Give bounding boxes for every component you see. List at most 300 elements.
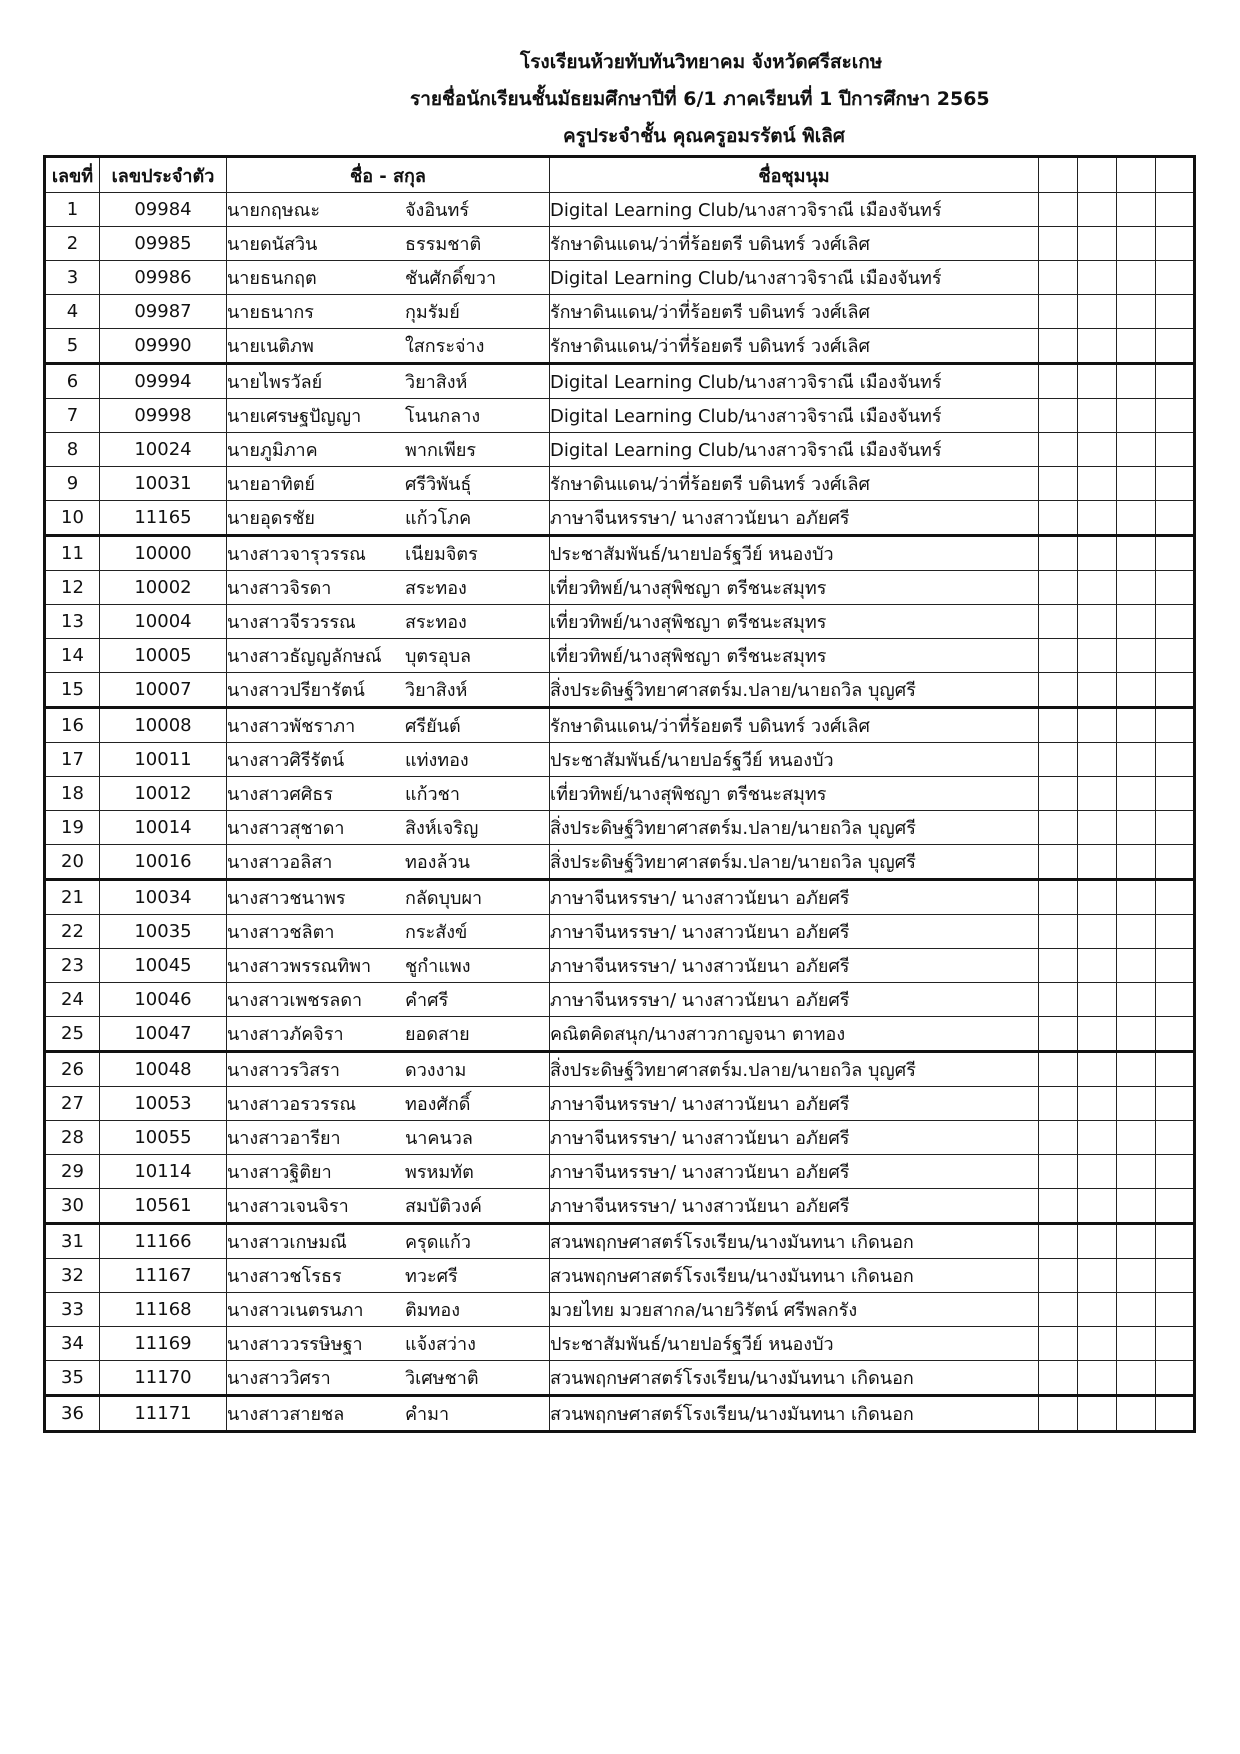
homeroom-teacher-line: ครูประจำชั้น คุณครูอมรรัตน์ พิเลิศ bbox=[563, 125, 845, 147]
table-row bbox=[45, 295, 1195, 329]
last-name: คำศรี bbox=[405, 990, 449, 1011]
row-number: 27 bbox=[45, 1087, 100, 1121]
club-name: มวยไทย มวยสากล/นายวิรัตน์ ศรีพลกรัง bbox=[550, 1293, 1039, 1327]
student-id: 09998 bbox=[100, 399, 227, 433]
last-name: นาคนวล bbox=[405, 1128, 473, 1149]
last-name: ใสกระจ่าง bbox=[405, 336, 485, 357]
student-id: 09986 bbox=[100, 261, 227, 295]
table-row bbox=[45, 673, 1195, 708]
first-name: นางสาวธัญญลักษณ์ bbox=[227, 646, 382, 667]
row-number: 19 bbox=[45, 811, 100, 845]
blank-cell bbox=[1078, 1327, 1117, 1361]
club-name: สิ่งประดิษฐ์วิทยาศาสตร์ม.ปลาย/นายถวิล บุญศรี bbox=[550, 673, 1039, 708]
club-name: รักษาดินแดน/ว่าที่ร้อยตรี บดินทร์ วงศ์เลิศ bbox=[550, 708, 1039, 743]
row-number: 6 bbox=[45, 364, 100, 399]
blank-cell bbox=[1039, 1189, 1078, 1224]
first-name: นางสาวจีรวรรณ bbox=[227, 612, 356, 633]
blank-cell bbox=[1156, 949, 1195, 983]
first-name: นางสาวเจนจิรา bbox=[227, 1196, 349, 1217]
blank-cell bbox=[1078, 467, 1117, 501]
blank-cell bbox=[1078, 845, 1117, 880]
blank-cell bbox=[1156, 193, 1195, 227]
column-header-no: เลขที่ bbox=[45, 157, 100, 193]
student-id: 09994 bbox=[100, 364, 227, 399]
last-name: สิงห์เจริญ bbox=[405, 818, 479, 839]
last-name: ทองศักดิ์ bbox=[405, 1094, 471, 1115]
club-name: เที่ยวทิพย์/นางสุพิชญา ตรีชนะสมุทร bbox=[550, 777, 1039, 811]
student-name bbox=[227, 1327, 550, 1361]
student-id: 10002 bbox=[100, 571, 227, 605]
table-row bbox=[45, 501, 1195, 536]
first-name: นางสาววิศรา bbox=[227, 1368, 331, 1389]
club-name: เที่ยวทิพย์/นางสุพิชญา ตรีชนะสมุทร bbox=[550, 571, 1039, 605]
blank-cell bbox=[1117, 1396, 1156, 1432]
row-number: 29 bbox=[45, 1155, 100, 1189]
table-row bbox=[45, 708, 1195, 743]
blank-cell bbox=[1117, 1259, 1156, 1293]
student-id: 10031 bbox=[100, 467, 227, 501]
blank-cell bbox=[1117, 571, 1156, 605]
table-row bbox=[45, 1396, 1195, 1432]
row-number: 16 bbox=[45, 708, 100, 743]
student-name bbox=[227, 1293, 550, 1327]
blank-cell bbox=[1156, 811, 1195, 845]
student-name bbox=[227, 1017, 550, 1052]
table-row bbox=[45, 193, 1195, 227]
blank-cell bbox=[1117, 295, 1156, 329]
table-row bbox=[45, 811, 1195, 845]
student-name bbox=[227, 915, 550, 949]
blank-cell bbox=[1078, 295, 1117, 329]
last-name: คำมา bbox=[405, 1404, 450, 1425]
student-name bbox=[227, 845, 550, 880]
blank-cell bbox=[1039, 605, 1078, 639]
blank-cell bbox=[1039, 433, 1078, 467]
blank-cell bbox=[1117, 845, 1156, 880]
first-name: นางสาวพัชราภา bbox=[227, 716, 356, 737]
student-name bbox=[227, 777, 550, 811]
table-header-row bbox=[45, 157, 1195, 193]
blank-cell bbox=[1039, 467, 1078, 501]
club-name: ภาษาจีนหรรษา/ นางสาวนัยนา อภัยศรี bbox=[550, 1155, 1039, 1189]
row-number: 2 bbox=[45, 227, 100, 261]
blank-cell bbox=[1156, 329, 1195, 364]
last-name: ติมทอง bbox=[405, 1300, 461, 1321]
blank-cell bbox=[1156, 1155, 1195, 1189]
blank-cell bbox=[1039, 501, 1078, 536]
table-row bbox=[45, 1087, 1195, 1121]
column-header-blank bbox=[1156, 157, 1195, 193]
first-name: นายกฤษณะ bbox=[227, 200, 320, 221]
blank-cell bbox=[1156, 1224, 1195, 1259]
blank-cell bbox=[1117, 329, 1156, 364]
blank-cell bbox=[1117, 811, 1156, 845]
row-number: 24 bbox=[45, 983, 100, 1017]
row-number: 35 bbox=[45, 1361, 100, 1396]
student-id: 10047 bbox=[100, 1017, 227, 1052]
last-name: แก้วชา bbox=[405, 784, 460, 805]
row-number: 1 bbox=[45, 193, 100, 227]
club-name: Digital Learning Club/นางสาวจิราณี เมืองจันทร์ bbox=[550, 399, 1039, 433]
club-name: สิ่งประดิษฐ์วิทยาศาสตร์ม.ปลาย/นายถวิล บุญศรี bbox=[550, 811, 1039, 845]
student-id: 11171 bbox=[100, 1396, 227, 1432]
row-number: 22 bbox=[45, 915, 100, 949]
last-name: โนนกลาง bbox=[405, 406, 481, 427]
student-roster-table bbox=[43, 155, 1196, 1433]
blank-cell bbox=[1117, 364, 1156, 399]
student-name bbox=[227, 467, 550, 501]
blank-cell bbox=[1039, 983, 1078, 1017]
blank-cell bbox=[1078, 777, 1117, 811]
blank-cell bbox=[1078, 1087, 1117, 1121]
column-header-blank bbox=[1078, 157, 1117, 193]
first-name: นางสาวสุชาดา bbox=[227, 818, 345, 839]
row-number: 23 bbox=[45, 949, 100, 983]
club-name: สวนพฤกษศาสตร์โรงเรียน/นางมันทนา เกิดนอก bbox=[550, 1361, 1039, 1396]
last-name: แก้วโภค bbox=[405, 508, 472, 529]
student-name bbox=[227, 193, 550, 227]
club-name: Digital Learning Club/นางสาวจิราณี เมืองจันทร์ bbox=[550, 433, 1039, 467]
blank-cell bbox=[1117, 983, 1156, 1017]
first-name: นายธนกฤต bbox=[227, 268, 317, 289]
row-number: 17 bbox=[45, 743, 100, 777]
blank-cell bbox=[1156, 1017, 1195, 1052]
blank-cell bbox=[1039, 1327, 1078, 1361]
student-name bbox=[227, 399, 550, 433]
blank-cell bbox=[1117, 708, 1156, 743]
first-name: นายอุดรชัย bbox=[227, 508, 315, 529]
blank-cell bbox=[1156, 1361, 1195, 1396]
student-name bbox=[227, 605, 550, 639]
first-name: นางสาววรรษิษฐา bbox=[227, 1334, 363, 1355]
blank-cell bbox=[1117, 1293, 1156, 1327]
blank-cell bbox=[1156, 1189, 1195, 1224]
student-id: 10053 bbox=[100, 1087, 227, 1121]
club-name: เที่ยวทิพย์/นางสุพิชญา ตรีชนะสมุทร bbox=[550, 639, 1039, 673]
club-name: Digital Learning Club/นางสาวจิราณี เมืองจันทร์ bbox=[550, 261, 1039, 295]
student-name bbox=[227, 433, 550, 467]
student-id: 10014 bbox=[100, 811, 227, 845]
row-number: 32 bbox=[45, 1259, 100, 1293]
student-id: 10011 bbox=[100, 743, 227, 777]
blank-cell bbox=[1078, 433, 1117, 467]
blank-cell bbox=[1156, 743, 1195, 777]
blank-cell bbox=[1039, 1087, 1078, 1121]
blank-cell bbox=[1156, 1293, 1195, 1327]
blank-cell bbox=[1039, 673, 1078, 708]
blank-cell bbox=[1117, 605, 1156, 639]
blank-cell bbox=[1117, 915, 1156, 949]
last-name: ดวงงาม bbox=[405, 1060, 467, 1081]
student-id: 11167 bbox=[100, 1259, 227, 1293]
student-name bbox=[227, 501, 550, 536]
club-name: รักษาดินแดน/ว่าที่ร้อยตรี บดินทร์ วงศ์เลิศ bbox=[550, 227, 1039, 261]
row-number: 21 bbox=[45, 880, 100, 915]
first-name: นางสาวภัคจิรา bbox=[227, 1024, 344, 1045]
last-name: สระทอง bbox=[405, 578, 467, 599]
table-row bbox=[45, 743, 1195, 777]
blank-cell bbox=[1156, 467, 1195, 501]
blank-cell bbox=[1039, 261, 1078, 295]
blank-cell bbox=[1156, 1087, 1195, 1121]
student-name bbox=[227, 295, 550, 329]
table-row bbox=[45, 536, 1195, 571]
blank-cell bbox=[1156, 1121, 1195, 1155]
club-name: ภาษาจีนหรรษา/ นางสาวนัยนา อภัยศรี bbox=[550, 880, 1039, 915]
blank-cell bbox=[1117, 1087, 1156, 1121]
blank-cell bbox=[1039, 193, 1078, 227]
student-id: 10046 bbox=[100, 983, 227, 1017]
table-row bbox=[45, 1293, 1195, 1327]
row-number: 33 bbox=[45, 1293, 100, 1327]
blank-cell bbox=[1039, 639, 1078, 673]
first-name: นางสาวศศิธร bbox=[227, 784, 333, 805]
blank-cell bbox=[1039, 364, 1078, 399]
blank-cell bbox=[1039, 295, 1078, 329]
student-id: 10045 bbox=[100, 949, 227, 983]
table-row bbox=[45, 1259, 1195, 1293]
club-name: ประชาสัมพันธ์/นายปอร์ฐวีย์ หนองบัว bbox=[550, 743, 1039, 777]
table-row bbox=[45, 1327, 1195, 1361]
student-name bbox=[227, 1189, 550, 1224]
row-number: 14 bbox=[45, 639, 100, 673]
first-name: นางสาวเนตรนภา bbox=[227, 1300, 364, 1321]
blank-cell bbox=[1117, 1327, 1156, 1361]
blank-cell bbox=[1039, 915, 1078, 949]
table-row bbox=[45, 639, 1195, 673]
blank-cell bbox=[1078, 605, 1117, 639]
column-header-name: ชื่อ - สกุล bbox=[227, 157, 550, 193]
blank-cell bbox=[1078, 1052, 1117, 1087]
student-name bbox=[227, 983, 550, 1017]
student-name bbox=[227, 571, 550, 605]
last-name: เนียมจิตร bbox=[405, 544, 478, 565]
student-id: 10034 bbox=[100, 880, 227, 915]
table-row bbox=[45, 467, 1195, 501]
table-row bbox=[45, 1017, 1195, 1052]
blank-cell bbox=[1117, 880, 1156, 915]
blank-cell bbox=[1156, 1052, 1195, 1087]
blank-cell bbox=[1156, 1396, 1195, 1432]
blank-cell bbox=[1078, 880, 1117, 915]
first-name: นายภูมิภาค bbox=[227, 440, 318, 461]
row-number: 3 bbox=[45, 261, 100, 295]
student-name bbox=[227, 1361, 550, 1396]
row-number: 31 bbox=[45, 1224, 100, 1259]
student-name bbox=[227, 1121, 550, 1155]
blank-cell bbox=[1117, 536, 1156, 571]
table-row bbox=[45, 949, 1195, 983]
blank-cell bbox=[1117, 227, 1156, 261]
blank-cell bbox=[1078, 1121, 1117, 1155]
blank-cell bbox=[1078, 673, 1117, 708]
blank-cell bbox=[1117, 399, 1156, 433]
blank-cell bbox=[1078, 639, 1117, 673]
club-name: ประชาสัมพันธ์/นายปอร์ฐวีย์ หนองบัว bbox=[550, 536, 1039, 571]
blank-cell bbox=[1078, 536, 1117, 571]
first-name: นางสาวเพชรลดา bbox=[227, 990, 363, 1011]
blank-cell bbox=[1117, 639, 1156, 673]
first-name: นางสาวจารุวรรณ bbox=[227, 544, 366, 565]
club-name: Digital Learning Club/นางสาวจิราณี เมืองจันทร์ bbox=[550, 193, 1039, 227]
blank-cell bbox=[1078, 1155, 1117, 1189]
table-row bbox=[45, 605, 1195, 639]
club-name: รักษาดินแดน/ว่าที่ร้อยตรี บดินทร์ วงศ์เลิศ bbox=[550, 467, 1039, 501]
blank-cell bbox=[1156, 501, 1195, 536]
blank-cell bbox=[1078, 1259, 1117, 1293]
student-id: 10008 bbox=[100, 708, 227, 743]
blank-cell bbox=[1078, 501, 1117, 536]
column-header-club: ชื่อชุมนุม bbox=[550, 157, 1039, 193]
last-name: วิยาสิงห์ bbox=[405, 372, 468, 393]
student-id: 10007 bbox=[100, 673, 227, 708]
student-name bbox=[227, 880, 550, 915]
blank-cell bbox=[1039, 1224, 1078, 1259]
row-number: 9 bbox=[45, 467, 100, 501]
blank-cell bbox=[1039, 1361, 1078, 1396]
row-number: 36 bbox=[45, 1396, 100, 1432]
student-name bbox=[227, 1224, 550, 1259]
blank-cell bbox=[1117, 1361, 1156, 1396]
table-row bbox=[45, 880, 1195, 915]
student-name bbox=[227, 227, 550, 261]
blank-cell bbox=[1117, 501, 1156, 536]
row-number: 11 bbox=[45, 536, 100, 571]
last-name: ธรรมชาติ bbox=[405, 234, 482, 255]
blank-cell bbox=[1078, 1017, 1117, 1052]
blank-cell bbox=[1039, 1017, 1078, 1052]
blank-cell bbox=[1039, 536, 1078, 571]
blank-cell bbox=[1078, 1396, 1117, 1432]
blank-cell bbox=[1078, 364, 1117, 399]
blank-cell bbox=[1078, 1361, 1117, 1396]
first-name: นางสาวอรวรรณ bbox=[227, 1094, 357, 1115]
class-roster-title: รายชื่อนักเรียนชั้นมัธยมศึกษาปีที่ 6/1 ภาคเรียนที่ 1 ปีการศึกษา 2565 bbox=[410, 88, 990, 110]
row-number: 25 bbox=[45, 1017, 100, 1052]
row-number: 20 bbox=[45, 845, 100, 880]
table-row bbox=[45, 433, 1195, 467]
blank-cell bbox=[1078, 193, 1117, 227]
blank-cell bbox=[1078, 227, 1117, 261]
last-name: ครุดแก้ว bbox=[405, 1232, 472, 1253]
student-name bbox=[227, 536, 550, 571]
student-id: 10055 bbox=[100, 1121, 227, 1155]
blank-cell bbox=[1117, 261, 1156, 295]
row-number: 12 bbox=[45, 571, 100, 605]
last-name: สระทอง bbox=[405, 612, 467, 633]
last-name: สมบัติวงค์ bbox=[405, 1196, 482, 1217]
club-name: สวนพฤกษศาสตร์โรงเรียน/นางมันทนา เกิดนอก bbox=[550, 1396, 1039, 1432]
blank-cell bbox=[1039, 1121, 1078, 1155]
blank-cell bbox=[1039, 743, 1078, 777]
blank-cell bbox=[1156, 639, 1195, 673]
row-number: 13 bbox=[45, 605, 100, 639]
club-name: เที่ยวทิพย์/นางสุพิชญา ตรีชนะสมุทร bbox=[550, 605, 1039, 639]
blank-cell bbox=[1156, 536, 1195, 571]
table-row bbox=[45, 261, 1195, 295]
last-name: กุมรัมย์ bbox=[405, 302, 460, 323]
table-row bbox=[45, 1224, 1195, 1259]
last-name: จังอินทร์ bbox=[405, 200, 469, 221]
student-id: 10000 bbox=[100, 536, 227, 571]
student-id: 10114 bbox=[100, 1155, 227, 1189]
first-name: นายธนากร bbox=[227, 302, 314, 323]
table-body bbox=[45, 193, 1195, 1432]
first-name: นางสาวชลิตา bbox=[227, 922, 335, 943]
table-row bbox=[45, 1052, 1195, 1087]
last-name: ศรีวิพันธุ์ bbox=[405, 474, 472, 495]
blank-cell bbox=[1039, 777, 1078, 811]
last-name: ทวะศรี bbox=[405, 1266, 458, 1287]
student-name bbox=[227, 1052, 550, 1087]
club-name: ภาษาจีนหรรษา/ นางสาวนัยนา อภัยศรี bbox=[550, 949, 1039, 983]
club-name: ภาษาจีนหรรษา/ นางสาวนัยนา อภัยศรี bbox=[550, 915, 1039, 949]
blank-cell bbox=[1117, 777, 1156, 811]
column-header-blank bbox=[1117, 157, 1156, 193]
student-name bbox=[227, 364, 550, 399]
blank-cell bbox=[1117, 949, 1156, 983]
first-name: นางสาวสายชล bbox=[227, 1404, 345, 1425]
column-header-blank bbox=[1039, 157, 1078, 193]
first-name: นายเศรษฐปัญญา bbox=[227, 406, 362, 427]
last-name: บุตรอุบล bbox=[405, 646, 472, 667]
blank-cell bbox=[1156, 983, 1195, 1017]
blank-cell bbox=[1078, 1224, 1117, 1259]
blank-cell bbox=[1117, 1224, 1156, 1259]
row-number: 8 bbox=[45, 433, 100, 467]
table-row bbox=[45, 1361, 1195, 1396]
blank-cell bbox=[1078, 1189, 1117, 1224]
student-name bbox=[227, 261, 550, 295]
student-id: 10035 bbox=[100, 915, 227, 949]
blank-cell bbox=[1117, 467, 1156, 501]
row-number: 5 bbox=[45, 329, 100, 364]
row-number: 28 bbox=[45, 1121, 100, 1155]
student-name bbox=[227, 743, 550, 777]
first-name: นางสาวเกษมณี bbox=[227, 1232, 347, 1253]
blank-cell bbox=[1078, 1293, 1117, 1327]
blank-cell bbox=[1039, 708, 1078, 743]
student-id: 09990 bbox=[100, 329, 227, 364]
first-name: นางสาวอารียา bbox=[227, 1128, 341, 1149]
student-name bbox=[227, 1087, 550, 1121]
first-name: นายเนติภพ bbox=[227, 336, 314, 357]
last-name: ทองล้วน bbox=[405, 852, 470, 873]
blank-cell bbox=[1117, 1155, 1156, 1189]
blank-cell bbox=[1039, 571, 1078, 605]
student-id: 10016 bbox=[100, 845, 227, 880]
blank-cell bbox=[1156, 605, 1195, 639]
last-name: วิเศษชาติ bbox=[405, 1368, 479, 1389]
blank-cell bbox=[1156, 227, 1195, 261]
table-row bbox=[45, 399, 1195, 433]
blank-cell bbox=[1078, 708, 1117, 743]
blank-cell bbox=[1117, 433, 1156, 467]
last-name: วิยาสิงห์ bbox=[405, 680, 468, 701]
club-name: คณิตคิดสนุก/นางสาวกาญจนา ตาทอง bbox=[550, 1017, 1039, 1052]
last-name: ชันศักดิ์ขวา bbox=[405, 268, 497, 289]
club-name: ภาษาจีนหรรษา/ นางสาวนัยนา อภัยศรี bbox=[550, 983, 1039, 1017]
student-id: 10561 bbox=[100, 1189, 227, 1224]
first-name: นางสาวพรรณทิพา bbox=[227, 956, 372, 977]
blank-cell bbox=[1117, 1052, 1156, 1087]
blank-cell bbox=[1039, 811, 1078, 845]
last-name: ยอดสาย bbox=[405, 1024, 470, 1045]
blank-cell bbox=[1117, 1121, 1156, 1155]
blank-cell bbox=[1039, 399, 1078, 433]
student-id: 10005 bbox=[100, 639, 227, 673]
row-number: 18 bbox=[45, 777, 100, 811]
